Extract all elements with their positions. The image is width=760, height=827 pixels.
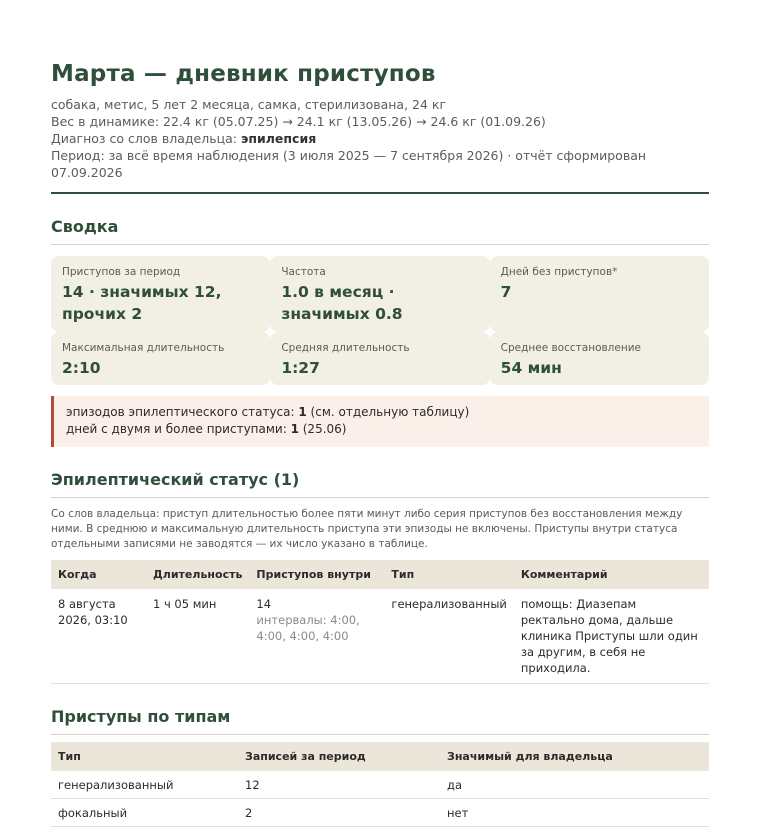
header-divider — [51, 192, 709, 194]
cell-when: 8 августа 2026, 03:10 — [51, 589, 146, 684]
column-header: Тип — [384, 560, 513, 589]
cell-type: фокальный — [51, 799, 238, 827]
stat-label: Средняя длительность — [281, 342, 410, 354]
status-definition-note: Со слов владельца: приступ длительностью более пяти минут либо серия приступов без восстановления между ними. В среднюю и максимальную длительность приступа эти эпизоды не включены. Приступы внутри статуса отдельными записями не заводятся — их число указано в таблице. — [51, 508, 683, 550]
cell-significant: да — [440, 771, 709, 799]
stat-label: Среднее восстановление — [500, 342, 642, 354]
intervals-text: интервалы: 4:00, 4:00, 4:00, 4:00 — [256, 613, 360, 643]
patient-meta — [51, 96, 709, 181]
alert-value: 1 — [298, 405, 307, 419]
column-header: Тип — [51, 742, 238, 771]
diagnosis-value: эпилепсия — [240, 131, 317, 146]
page-title: Марта — дневник приступов — [51, 61, 436, 87]
stat-value: 54 мин — [500, 359, 562, 377]
stat-card-avg-recovery — [490, 332, 709, 385]
stat-card-max-duration — [51, 332, 270, 385]
stat-value: 7 — [500, 283, 512, 301]
alert-label: дней с двумя и более приступами: — [66, 422, 291, 436]
status-table — [51, 560, 709, 684]
table-row — [51, 589, 709, 684]
stat-card-avg-duration — [270, 332, 489, 385]
summary-heading: Сводка — [51, 217, 119, 236]
stat-value: 1:27 — [281, 359, 320, 377]
report-period: Период: за всё время наблюдения (3 июля 2025 — 7 сентября 2026) · отчёт сформирован 07.09.2026 — [51, 148, 647, 180]
column-header: Приступов внутри — [249, 560, 384, 589]
stat-label: Дней без приступов* — [500, 266, 618, 278]
table-row — [51, 799, 709, 827]
stat-value: 1.0 в месяц · значимых 0.8 — [281, 283, 403, 323]
alert-value: 1 — [290, 422, 299, 436]
patient-info: собака, метис, 5 лет 2 месяца, самка, стерилизована, 24 кг — [51, 97, 447, 112]
cell-type: генерализованный — [384, 589, 513, 684]
alert-label: эпизодов эпилептического статуса: — [66, 405, 299, 419]
column-header: Комментарий — [514, 560, 709, 589]
diagnosis-label: Диагноз со слов владельца: — [51, 131, 241, 146]
summary-section-title — [51, 216, 709, 245]
alert-line-cluster-days — [66, 421, 697, 438]
table-header-row — [51, 560, 709, 589]
seizure-count: 14 — [256, 597, 272, 611]
column-header: Записей за период — [238, 742, 440, 771]
stat-label: Приступов за период — [62, 266, 181, 278]
cell-type: генерализованный — [51, 771, 238, 799]
types-section-title — [51, 706, 709, 735]
cell-count — [249, 589, 384, 684]
column-header: Когда — [51, 560, 146, 589]
diagnosis-line — [51, 130, 709, 147]
summary-cards-row-1 — [51, 256, 709, 332]
cell-count: 2 — [238, 799, 440, 827]
status-heading: Эпилептический статус (1) — [51, 470, 300, 489]
status-section-title — [51, 469, 709, 498]
stat-label: Частота — [281, 266, 326, 278]
stat-value: 2:10 — [62, 359, 101, 377]
types-heading: Приступы по типам — [51, 707, 231, 726]
alert-note: (см. отдельную таблицу) — [306, 405, 470, 419]
cell-comment: помощь: Диазепам ректально дома, дальше клиника Приступы шли один за другим, в себя не приходила. — [514, 589, 709, 684]
cell-duration: 1 ч 05 мин — [146, 589, 249, 684]
stat-card-frequency — [270, 256, 489, 332]
summary-cards-row-2 — [51, 332, 709, 385]
stat-card-seizure-free-days — [490, 256, 709, 332]
types-table — [51, 742, 709, 827]
table-header-row — [51, 742, 709, 771]
column-header: Значимый для владельца — [440, 742, 709, 771]
stat-label: Максимальная длительность — [62, 342, 225, 354]
weight-history: Вес в динамике: 22.4 кг (05.07.25) → 24.1 кг (13.05.26) → 24.6 кг (01.09.26) — [51, 114, 546, 129]
alert-note: (25.06) — [298, 422, 347, 436]
cell-significant: нет — [440, 799, 709, 827]
alert-line-status-episodes — [66, 404, 697, 421]
cell-count: 12 — [238, 771, 440, 799]
stat-card-total — [51, 256, 270, 332]
status-alert — [51, 396, 709, 447]
table-row — [51, 771, 709, 799]
stat-value: 14 · значимых 12, прочих 2 — [62, 283, 222, 323]
column-header: Длительность — [146, 560, 249, 589]
